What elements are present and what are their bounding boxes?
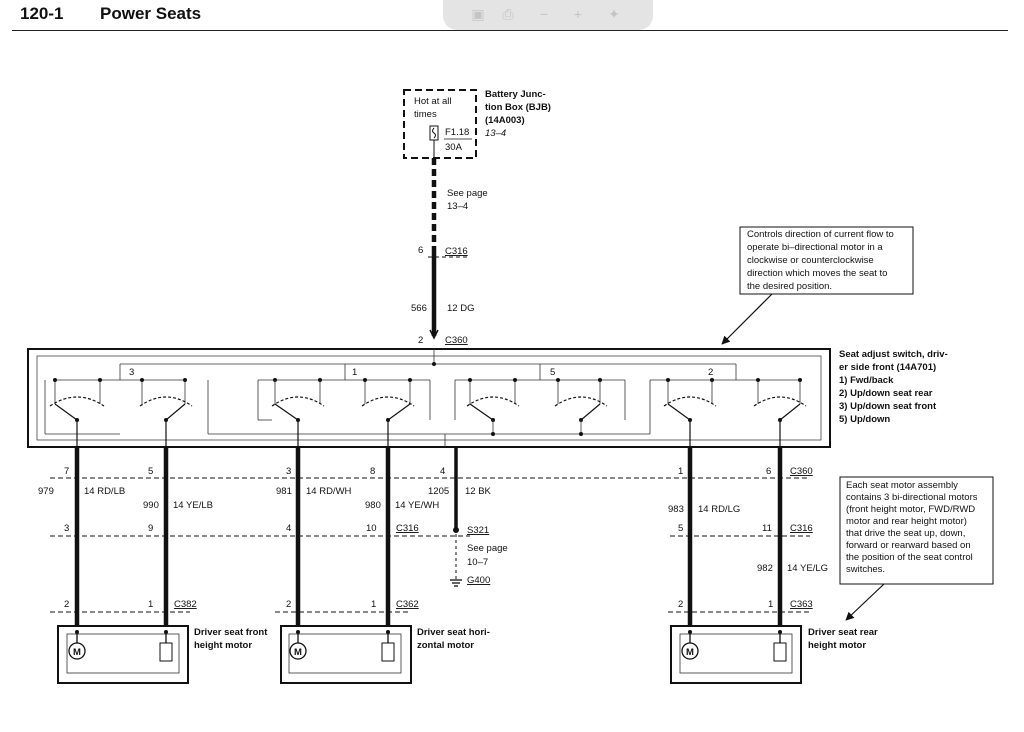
bjb-hot-text-2: times: [414, 109, 437, 120]
svg-text:2: 2: [286, 599, 292, 610]
conn-c316-b: C316: [790, 523, 813, 534]
conn-c363: C363: [790, 599, 813, 610]
svg-text:S321: S321: [467, 525, 490, 536]
svg-text:3: 3: [286, 466, 292, 477]
svg-text:Driver seat hori-: Driver seat hori-: [417, 627, 490, 638]
svg-text:operate bi–directional motor i: operate bi–directional motor in a: [747, 242, 883, 253]
svg-text:switches.: switches.: [846, 564, 886, 575]
svg-text:1: 1: [148, 599, 154, 610]
position-sensor-icon: [774, 643, 786, 661]
svg-text:3) Up/down seat front: 3) Up/down seat front: [839, 401, 937, 412]
conn-c362: C362: [396, 599, 419, 610]
svg-text:that drive the seat up, down,: that drive the seat up, down,: [846, 528, 966, 539]
svg-text:990: 990: [143, 500, 159, 511]
bjb-name-2: tion Box (BJB): [485, 102, 551, 113]
motor-front-height: [58, 626, 268, 683]
position-sensor-icon: [382, 643, 394, 661]
svg-text:12 BK: 12 BK: [465, 486, 491, 497]
svg-text:(front height motor, FWD/RWD: (front height motor, FWD/RWD: [846, 504, 976, 515]
bjb-part: (14A003): [485, 115, 525, 126]
ground-icon: [450, 580, 462, 586]
zoom-out-icon[interactable]: −: [539, 6, 549, 22]
svg-text:M: M: [686, 647, 694, 658]
svg-text:982: 982: [757, 563, 773, 574]
conn-c360-right: C360: [790, 466, 813, 477]
note-current-flow: [722, 227, 913, 344]
feed-conn-c360: C360: [445, 335, 468, 346]
svg-text:5: 5: [678, 523, 684, 534]
svg-text:9: 9: [148, 523, 154, 534]
feed-see-page: See page: [447, 188, 488, 199]
svg-text:14 RD/WH: 14 RD/WH: [306, 486, 352, 497]
svg-text:1205: 1205: [428, 486, 450, 497]
svg-text:Driver seat front: Driver seat front: [194, 627, 268, 638]
svg-text:2) Up/down seat rear: 2) Up/down seat rear: [839, 388, 933, 399]
svg-text:zontal motor: zontal motor: [417, 640, 474, 651]
svg-text:contains 3 bi-directional moto: contains 3 bi-directional motors: [846, 492, 978, 503]
svg-text:Seat adjust switch, driv-: Seat adjust switch, driv-: [839, 349, 948, 360]
svg-text:14 YE/LB: 14 YE/LB: [173, 500, 213, 511]
fuse-id: F1.18: [445, 127, 470, 138]
note-motor-assembly: [840, 477, 993, 620]
svg-text:Controls direction of current: Controls direction of current flow to: [747, 229, 894, 240]
switch-number: 5: [550, 367, 556, 378]
svg-text:7: 7: [64, 466, 70, 477]
svg-text:forward or rearward based on: forward or rearward based on: [846, 540, 971, 551]
svg-text:979: 979: [38, 486, 54, 497]
svg-text:10: 10: [366, 523, 377, 534]
svg-text:11: 11: [762, 523, 772, 534]
print-icon[interactable]: ⎙: [502, 6, 514, 22]
svg-text:4: 4: [286, 523, 292, 534]
svg-text:8: 8: [370, 466, 376, 477]
svg-text:2: 2: [678, 599, 684, 610]
svg-text:3: 3: [64, 523, 70, 534]
feed-wire: [411, 158, 488, 346]
svg-text:clockwise or counterclockwise: clockwise or counterclockwise: [747, 255, 874, 266]
svg-text:er side front (14A701): er side front (14A701): [839, 362, 937, 373]
svg-text:983: 983: [668, 504, 684, 515]
svg-text:6: 6: [766, 466, 772, 477]
section-number: 120-1: [20, 4, 64, 23]
svg-text:981: 981: [276, 486, 292, 497]
output-wires: [38, 447, 828, 632]
conn-c316-a: C316: [396, 523, 419, 534]
svg-text:14 YE/WH: 14 YE/WH: [395, 500, 440, 511]
switch-number: 2: [708, 367, 714, 378]
svg-text:M: M: [73, 647, 81, 658]
conn-c382: C382: [174, 599, 197, 610]
svg-text:direction which moves the seat: direction which moves the seat to: [747, 268, 888, 279]
svg-text:1) Fwd/back: 1) Fwd/back: [839, 375, 894, 386]
svg-text:4: 4: [440, 466, 446, 477]
feed-wire-color: 12 DG: [447, 303, 475, 314]
svg-text:10–7: 10–7: [467, 557, 489, 568]
svg-text:1: 1: [371, 599, 377, 610]
section-title: Power Seats: [100, 4, 202, 23]
svg-text:14 RD/LB: 14 RD/LB: [84, 486, 126, 497]
svg-text:height motor: height motor: [808, 640, 867, 651]
svg-text:the position of the seat contr: the position of the seat control: [846, 552, 973, 563]
motor-horizontal: [281, 626, 490, 683]
save-icon[interactable]: ▣: [471, 6, 485, 22]
motor-rear-height: [671, 626, 878, 683]
feed-circuit: 566: [411, 303, 427, 314]
switch-number: 3: [129, 367, 135, 378]
switch-label: [839, 349, 948, 425]
tools-icon[interactable]: ✦: [608, 6, 620, 22]
bjb-page-ref: 13–4: [485, 128, 507, 139]
battery-junction-box: [404, 89, 551, 158]
svg-text:980: 980: [365, 500, 381, 511]
bjb-name-1: Battery Junc-: [485, 89, 546, 100]
svg-text:M: M: [294, 647, 302, 658]
svg-text:5: 5: [148, 466, 154, 477]
svg-text:Driver seat rear: Driver seat rear: [808, 627, 878, 638]
switch-number: 1: [352, 367, 358, 378]
svg-text:5) Up/down: 5) Up/down: [839, 414, 891, 425]
svg-text:G400: G400: [467, 575, 491, 586]
seat-adjust-switch: [28, 349, 830, 447]
feed-conn-c316: C316: [445, 246, 468, 257]
svg-text:2: 2: [64, 599, 70, 610]
feed-pin-bottom: 2: [418, 335, 424, 346]
feed-pin-top: 6: [418, 245, 424, 256]
svg-text:14 RD/LG: 14 RD/LG: [698, 504, 741, 515]
svg-text:14 YE/LG: 14 YE/LG: [787, 563, 829, 574]
fuse-amps: 30A: [445, 142, 462, 153]
svg-text:1: 1: [768, 599, 774, 610]
splice-dot: [453, 527, 459, 533]
svg-text:height motor: height motor: [194, 640, 253, 651]
svg-text:See page: See page: [467, 543, 508, 554]
svg-text:Each seat motor assembly: Each seat motor assembly: [846, 480, 958, 491]
svg-text:the desired position.: the desired position.: [747, 281, 833, 292]
feed-see-page-num: 13–4: [447, 201, 469, 212]
bjb-hot-text: Hot at all: [414, 96, 452, 107]
svg-text:motor and rear height motor): motor and rear height motor): [846, 516, 967, 527]
zoom-in-icon[interactable]: +: [573, 6, 583, 22]
position-sensor-icon: [160, 643, 172, 661]
svg-text:1: 1: [678, 466, 684, 477]
